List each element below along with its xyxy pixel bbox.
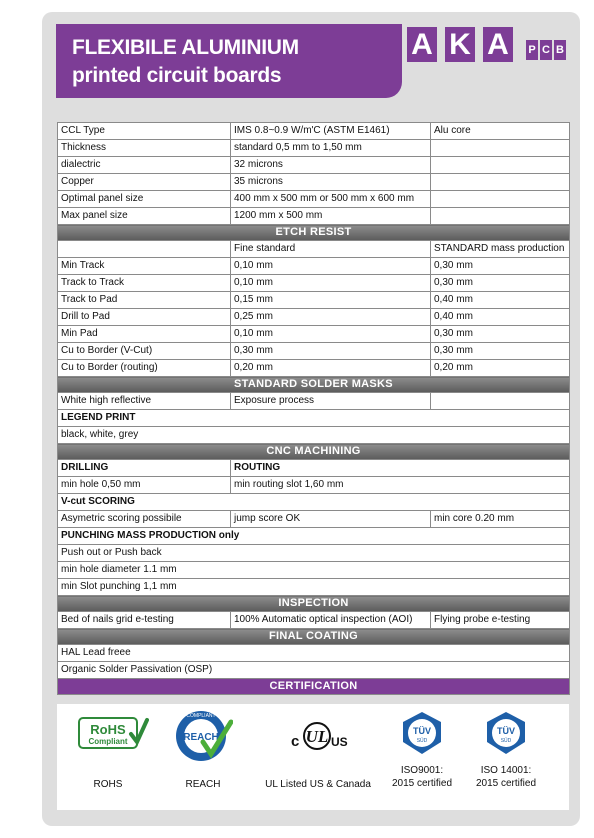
spec-value [431,191,570,208]
table-row [58,343,570,360]
table-row [58,275,570,292]
section-header-etch-resist [58,225,570,241]
logo-letter-a2: A [483,27,513,62]
svg-text:RoHS: RoHS [90,722,126,737]
table-row [58,157,570,174]
spec-label: Copper [58,174,231,191]
spec-label: Asymetric scoring possibile [58,511,231,528]
svg-text:c: c [291,733,300,750]
spec-label: White high reflective [58,393,231,410]
spec-value: min Slot punching 1,1 mm [58,579,570,596]
table-row [58,292,570,309]
svg-text:SÜD: SÜD [416,738,428,744]
table-row [58,494,570,511]
svg-text:TÜV: TÜV [413,726,431,736]
table-row [58,393,570,410]
svg-text:TÜV: TÜV [497,726,515,736]
spec-value: jump score OK [231,511,431,528]
subsection-label: ROUTING [231,460,570,477]
spec-value: 0,30 mm [431,343,570,360]
table-row [58,460,570,477]
spec-label: Track to Pad [58,292,231,309]
table-row [58,174,570,191]
spec-value: min hole diameter 1.1 mm [58,562,570,579]
spec-value [431,140,570,157]
spec-label: Min Track [58,258,231,275]
spec-label: Thickness [58,140,231,157]
spec-value [431,157,570,174]
table-row [58,360,570,377]
table-row [58,326,570,343]
spec-value: 0,10 mm [231,275,431,292]
spec-value: 1200 mm x 500 mm [231,208,431,225]
ul-mark-icon [291,716,353,756]
table-row [58,645,570,662]
rohs-badge-icon [77,712,149,754]
table-row [58,528,570,545]
spec-value: Bed of nails grid e-testing [58,612,231,629]
table-row [58,579,570,596]
svg-text:Compliant: Compliant [88,737,128,746]
table-row [58,140,570,157]
svg-text:SÜD: SÜD [500,738,512,744]
tuv-badge-icon [399,710,445,756]
spec-label: CCL Type [58,123,231,140]
spec-value: 35 microns [231,174,431,191]
spec-label: Optimal panel size [58,191,231,208]
subsection-label: DRILLING [58,460,231,477]
logo-letter-a1: A [407,27,437,62]
spec-value: 0,30 mm [431,258,570,275]
section-title: FINAL COATING [58,629,570,645]
spec-label: Cu to Border (V-Cut) [58,343,231,360]
spec-label: dialectric [58,157,231,174]
subsection-label: V-cut SCORING [58,494,570,511]
table-row [58,241,570,258]
spec-label: Drill to Pad [58,309,231,326]
page-title: FLEXIBILE ALUMINIUM [72,36,299,59]
page-subtitle: printed circuit boards [72,64,282,87]
column-header [58,241,231,258]
spec-value: IMS 0.8~0.9 W/m'C (ASTM E1461) [231,123,431,140]
cert-label-ul: UL Listed US & Canada [265,779,371,790]
spec-value: Exposure process [231,393,431,410]
spec-value: min hole 0,50 mm [58,477,231,494]
spec-value: 0,10 mm [231,326,431,343]
table-row [58,208,570,225]
table-row [58,123,570,140]
title-banner [56,24,402,98]
spec-label: Max panel size [58,208,231,225]
section-title: CERTIFICATION [58,679,570,695]
tuv-badge-icon [483,710,529,756]
cert-label-reach: REACH [185,779,221,790]
table-row [58,662,570,679]
spec-value [431,174,570,191]
cert-label-iso14001: ISO 14001: [480,765,532,776]
table-row [58,477,570,494]
spec-value: Push out or Push back [58,545,570,562]
cert-sub-iso9001: 2015 certified [391,778,453,789]
section-header-certification [58,679,570,695]
table-row [58,410,570,427]
section-header-final-coating [58,629,570,645]
section-title: STANDARD SOLDER MASKS [58,377,570,393]
spec-value: 0,30 mm [431,275,570,292]
table-row [58,562,570,579]
table-row [58,612,570,629]
spec-value: min routing slot 1,60 mm [231,477,570,494]
section-header-inspection [58,596,570,612]
spec-value: 100% Automatic optical inspection (AOI) [231,612,431,629]
spec-label: Cu to Border (routing) [58,360,231,377]
column-header: Fine standard [231,241,431,258]
spec-value: 0,30 mm [231,343,431,360]
section-title: CNC MACHINING [58,444,570,460]
subsection-label: LEGEND PRINT [58,410,570,427]
section-header-solder-masks [58,377,570,393]
spec-value: Organic Solder Passivation (OSP) [58,662,570,679]
svg-text:COMPLIANT: COMPLIANT [186,713,216,719]
table-row [58,427,570,444]
spec-value: 0,40 mm [431,309,570,326]
spec-value: 0,30 mm [431,326,570,343]
cert-sub-iso14001: 2015 certified [475,778,537,789]
svg-text:REACH: REACH [183,732,219,743]
svg-text:US: US [331,735,348,749]
logo-letter-k: K [445,27,475,62]
spec-label: Min Pad [58,326,231,343]
section-header-cnc-machining [58,444,570,460]
spec-value: 400 mm x 500 mm or 500 mm x 600 mm [231,191,431,208]
logo-letter-b: B [554,40,566,60]
cert-label-rohs: ROHS [93,779,123,790]
spec-value: black, white, grey [58,427,570,444]
spec-value: 0,15 mm [231,292,431,309]
spec-value [431,208,570,225]
reach-badge-icon [173,708,233,766]
table-row [58,545,570,562]
column-header: STANDARD mass production [431,241,570,258]
spec-value: Flying probe e-testing [431,612,570,629]
logo-letter-p: P [526,40,538,60]
table-row [58,511,570,528]
spec-value: standard 0,5 mm to 1,50 mm [231,140,431,157]
table-row [58,258,570,275]
certification-panel [57,704,569,810]
logo-letter-c: C [540,40,552,60]
svg-text:UL: UL [305,727,329,746]
spec-value: HAL Lead freee [58,645,570,662]
spec-label: Track to Track [58,275,231,292]
spec-value: 32 microns [231,157,431,174]
table-row [58,191,570,208]
spec-value: 0,20 mm [431,360,570,377]
subsection-label: PUNCHING MASS PRODUCTION only [58,528,570,545]
spec-value: 0,25 mm [231,309,431,326]
spec-value: 0,40 mm [431,292,570,309]
table-row [58,309,570,326]
spec-value [431,393,570,410]
section-title: INSPECTION [58,596,570,612]
spec-value: 0,20 mm [231,360,431,377]
spec-table [57,122,570,695]
spec-value: Alu core [431,123,570,140]
section-title: ETCH RESIST [58,225,570,241]
cert-label-iso9001: ISO9001: [400,765,444,776]
spec-value: min core 0.20 mm [431,511,570,528]
spec-value: 0,10 mm [231,258,431,275]
